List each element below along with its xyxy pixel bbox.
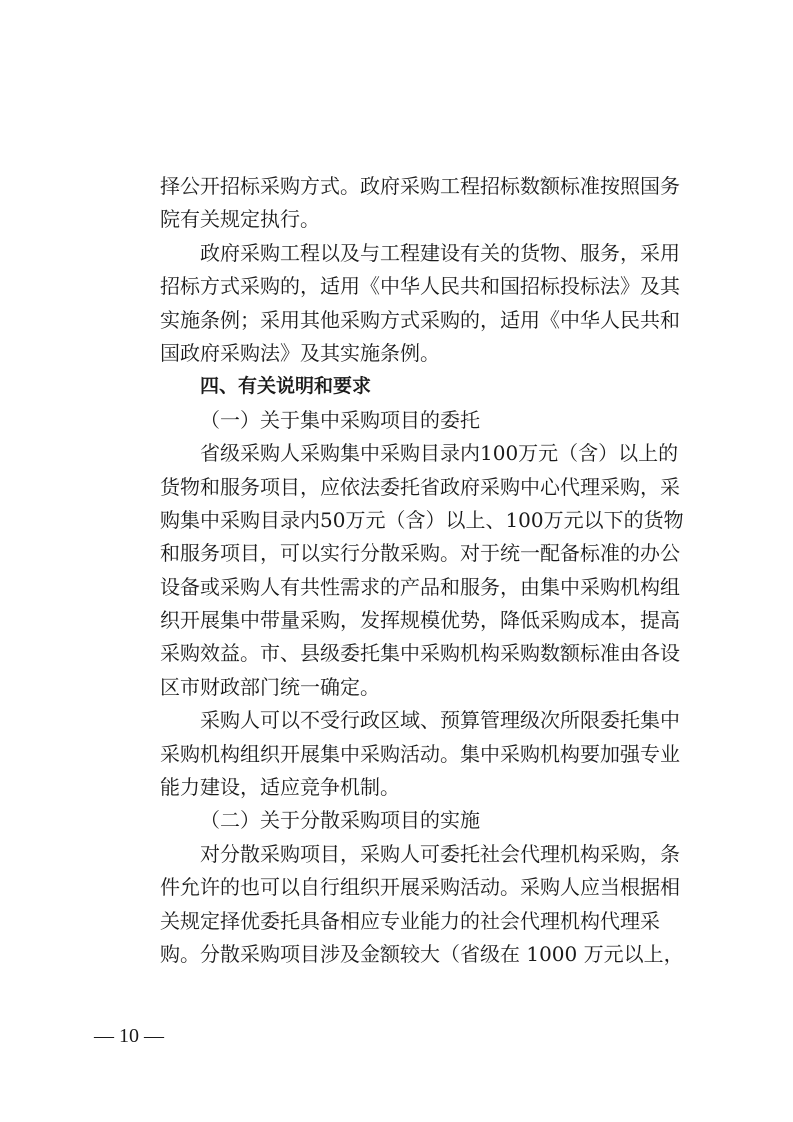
paragraph-line: 能力建设，适应竞争机制。 [160, 775, 400, 800]
paragraph-line: 织开展集中带量采购，发挥规模优势，降低采购成本，提高 [160, 608, 680, 633]
paragraph-line: 招标方式采购的，适用《中华人民共和国招标投标法》及其 [160, 274, 680, 299]
page-number: — 10 — [94, 1025, 164, 1047]
paragraph-line: 择公开招标采购方式。政府采购工程招标数额标准按照国务 [160, 174, 680, 198]
paragraph-line: 采购效益。市、县级委托集中采购机构采购数额标准由各设 [160, 641, 680, 666]
paragraph-line: 对分散采购项目，采购人可委托社会代理机构采购，条 [200, 841, 680, 866]
paragraph-line: 采购机构组织开展集中采购活动。集中采购机构要加强专业 [160, 741, 680, 766]
paragraph-line: 购。分散采购项目涉及金额较大（省级在 1000 万元以上， [160, 941, 684, 966]
subsection-heading: （一）关于集中采购项目的委托 [200, 407, 480, 432]
section-heading: 四、有关说明和要求 [200, 375, 372, 398]
paragraph-line: 采购人可以不受行政区域、预算管理级次所限委托集中 [200, 708, 680, 733]
paragraph-line: 实施条例；采用其他采购方式采购的，适用《中华人民共和 [160, 307, 680, 332]
paragraph-line: 关规定择优委托具备相应专业能力的社会代理机构代理采 [160, 908, 660, 933]
document-body [160, 170, 684, 971]
paragraph-line: 区市财政部门统一确定。 [160, 674, 380, 699]
paragraph-line: 购集中采购目录内50万元（含）以上、100万元以下的货物 [160, 507, 684, 532]
paragraph-line: 国政府采购法》及其实施条例。 [160, 340, 440, 365]
paragraph-line: 货物和服务项目，应依法委托省政府采购中心代理采购，采 [160, 474, 680, 499]
paragraph-line: 件允许的也可以自行组织开展采购活动。采购人应当根据相 [160, 875, 680, 900]
paragraph-line: 省级采购人采购集中采购目录内100万元（含）以上的 [200, 441, 679, 466]
paragraph-line: 政府采购工程以及与工程建设有关的货物、服务，采用 [200, 240, 680, 265]
paragraph-line: 院有关规定执行。 [160, 207, 320, 232]
paragraph-line: 和服务项目，可以实行分散采购。对于统一配备标准的办公 [160, 541, 680, 566]
subsection-heading: （二）关于分散采购项目的实施 [200, 808, 480, 833]
paragraph-line: 设备或采购人有共性需求的产品和服务，由集中采购机构组 [160, 574, 680, 599]
